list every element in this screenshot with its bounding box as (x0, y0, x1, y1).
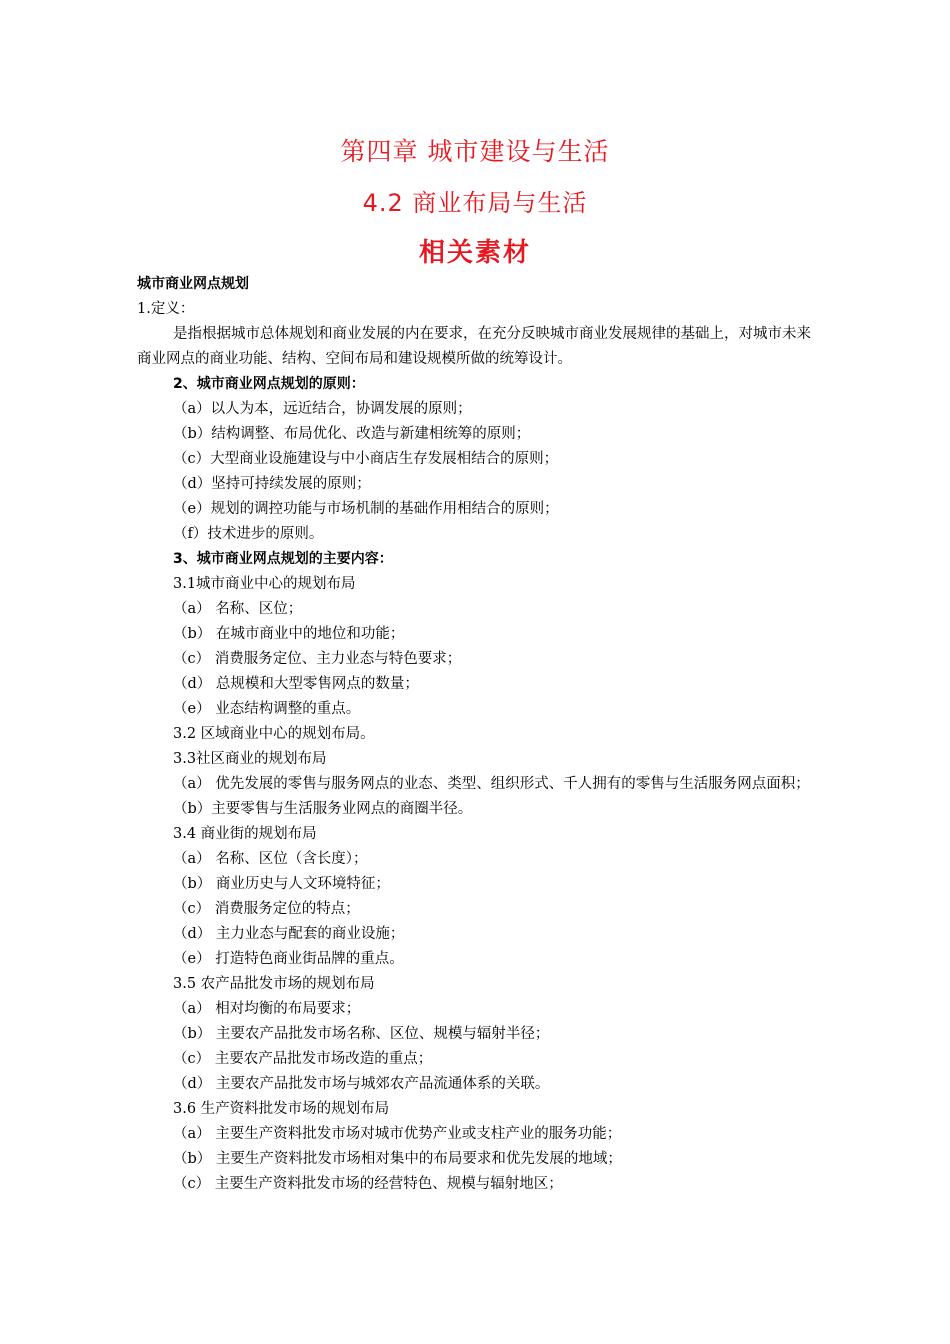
principle-item: （f）技术进步的原则。 (173, 526, 324, 542)
list-item: （b） 主要生产资料批发市场相对集中的布局要求和优先发展的地域； (173, 1151, 622, 1167)
list-item: （b） 商业历史与人文环境特征； (173, 876, 390, 892)
list-item: （e） 打造特色商业街品牌的重点。 (173, 951, 404, 967)
principle-item: （a）以人为本，远近结合，协调发展的原则； (173, 401, 472, 417)
principles-label: 2、城市商业网点规划的原则： (173, 376, 365, 392)
material-title: 相关素材 (418, 238, 531, 268)
list-item: （b）主要零售与生活服务业网点的商圈半径。 (173, 801, 473, 817)
definition-label: 1.定义： (137, 301, 195, 317)
list-item: （c） 消费服务定位、主力业态与特色要求； (173, 651, 462, 667)
list-item: （a） 名称、区位（含长度）； (173, 851, 368, 867)
list-item: （a） 相对均衡的布局要求； (173, 1001, 361, 1017)
principle-item: （c）大型商业设施建设与中小商店生存发展相结合的原则； (173, 451, 559, 467)
subsection-title: 3.2 区域商业中心的规划布局。 (173, 726, 375, 742)
list-item: （b） 主要农产品批发市场名称、区位、规模与辐射半径； (173, 1026, 550, 1042)
subsection-title: 3.6 生产资料批发市场的规划布局 (173, 1101, 390, 1117)
list-item: （d） 总规模和大型零售网点的数量； (173, 676, 419, 692)
list-item: （c） 主要生产资料批发市场的经营特色、规模与辐射地区； (173, 1176, 563, 1192)
subsection-title: 3.1城市商业中心的规划布局 (173, 576, 356, 592)
subsection-title: 3.4 商业街的规划布局 (173, 826, 317, 842)
principle-item: （d）坚持可持续发展的原则； (173, 476, 371, 492)
list-item: （a） 主要生产资料批发市场对城市优势产业或支柱产业的服务功能； (173, 1126, 622, 1142)
list-item: （c） 消费服务定位的特点； (173, 901, 360, 917)
list-item: （e） 业态结构调整的重点。 (173, 701, 361, 717)
list-item: （b） 在城市商业中的地位和功能； (173, 626, 405, 642)
list-item: （a） 优先发展的零售与服务网点的业态、类型、组织形式、千人拥有的零售与生活服务网点面积； (173, 776, 810, 792)
list-item: （a） 名称、区位； (173, 601, 303, 617)
chapter-title: 第四章 城市建设与生活 (340, 137, 610, 166)
document-body (137, 272, 817, 1197)
definition-text: 是指根据城市总体规划和商业发展的内在要求，在充分反映城市商业发展规律的基础上，对城市未来商业网点的商业功能、结构、空间布局和建设规模所做的统筹设计。 (137, 326, 811, 367)
list-item: （d） 主要农产品批发市场与城郊农产品流通体系的关联。 (173, 1076, 550, 1092)
subsection-title: 3.3社区商业的规划布局 (173, 751, 327, 767)
subsection-title: 3.5 农产品批发市场的规划布局 (173, 976, 375, 992)
list-item: （c） 主要农产品批发市场改造的重点； (173, 1051, 433, 1067)
contents-label: 3、城市商业网点规划的主要内容： (173, 551, 393, 567)
principle-item: （e）规划的调控功能与市场机制的基础作用相结合的原则； (173, 501, 559, 517)
section-title: 4.2 商业布局与生活 (362, 189, 588, 217)
main-heading: 城市商业网点规划 (137, 276, 249, 292)
list-item: （d） 主力业态与配套的商业设施； (173, 926, 405, 942)
principle-item: （b）结构调整、布局优化、改造与新建相统筹的原则； (173, 426, 531, 442)
